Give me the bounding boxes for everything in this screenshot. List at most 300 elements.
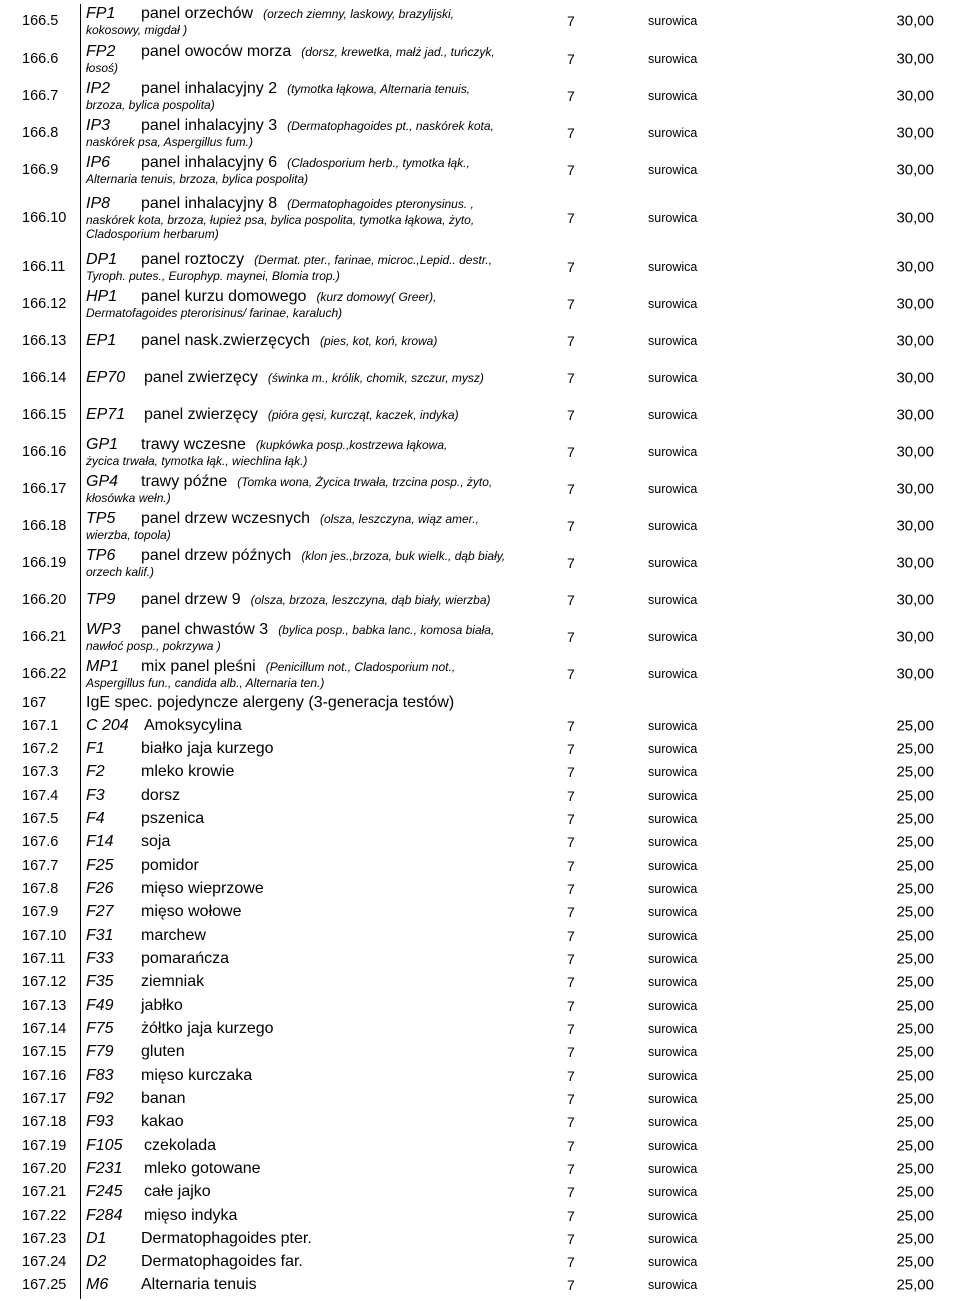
sample-volume: 7 [567,810,575,827]
row-number: 167.16 [22,1067,67,1084]
description-line [86,694,536,712]
sample-volume: 7 [567,763,575,780]
table-row [0,285,960,322]
price: 25,00 [896,927,934,944]
table-row [0,655,960,692]
row-number: 166.13 [22,332,67,349]
row-description [86,694,536,712]
test-note: (Dermatophagoides pt., naskórek kota, [287,118,494,133]
test-name: mięso indyka [144,1206,238,1224]
allergen-code: F26 [86,879,114,897]
allergen-code: F245 [86,1182,123,1200]
row-number: 167.6 [22,833,59,850]
test-name: całe jajko [144,1182,211,1200]
sample-material: surowica [648,788,698,803]
sample-volume: 7 [567,369,575,386]
sample-volume: 7 [567,50,575,67]
sample-volume: 7 [567,950,575,967]
sample-material: surowica [648,811,698,826]
description-line [86,1020,536,1038]
row-description [86,1160,536,1178]
sample-material: surowica [648,951,698,966]
sample-material: surowica [648,259,698,274]
table-row [0,1273,960,1296]
allergen-code: TP5 [86,509,116,527]
sample-volume: 7 [567,295,575,312]
sample-volume: 7 [567,591,575,608]
test-name: Amoksycylina [144,716,242,734]
row-description [86,406,536,424]
row-description [86,763,536,781]
table-row [0,1157,960,1180]
description-line [86,1137,536,1155]
description-line [86,1067,536,1085]
description-continuation: Cladosporium herbarum) [86,227,219,241]
sample-material: surowica [648,666,698,681]
row-number: 167.1 [22,717,59,734]
table-row [0,994,960,1017]
test-name: soja [141,832,171,850]
price: 25,00 [896,1020,934,1037]
table-row [0,970,960,993]
sample-material: surowica [648,407,698,422]
description-line [86,251,536,269]
allergen-code: TP6 [86,546,116,564]
sample-volume: 7 [567,880,575,897]
table-row [0,1134,960,1157]
row-description [86,1253,536,1271]
allergen-code: F2 [86,762,105,780]
sample-material: surowica [648,1254,698,1269]
allergen-code: F14 [86,832,114,850]
row-description [86,997,536,1015]
price: 25,00 [896,1113,934,1130]
sample-volume: 7 [567,717,575,734]
row-number: 166.22 [22,665,67,682]
allergen-code: MP1 [86,657,119,675]
description-line [86,880,536,898]
sample-material: surowica [648,211,698,225]
table-row [0,807,960,830]
sample-material: surowica [648,370,698,385]
sample-volume: 7 [567,1183,575,1200]
sample-material: surowica [648,592,698,607]
test-name: pomarańcza [141,949,230,967]
test-name: mięso kurczaka [141,1066,253,1084]
table-row [0,1227,960,1250]
test-name: panel inhalacyjny 8 [141,195,278,212]
test-name: trawy późne [141,472,228,490]
sample-volume: 7 [567,332,575,349]
test-name: marchew [141,926,206,944]
row-description [86,195,536,241]
test-note: (pióra gęsi, kurcząt, kaczek, indyka) [267,407,459,422]
row-description [86,1183,536,1201]
price: 25,00 [896,1090,934,1107]
sample-volume: 7 [567,406,575,423]
allergen-code: M6 [86,1275,109,1293]
sample-volume: 7 [567,1067,575,1084]
row-number: 167.5 [22,810,59,827]
sample-material: surowica [648,881,698,896]
test-name: panel roztoczy [141,250,245,268]
allergen-code: F31 [86,926,114,944]
row-number: 167.2 [22,740,59,757]
price: 25,00 [896,717,934,734]
description-line [86,1043,536,1061]
description-line [86,973,536,991]
allergen-code: HP1 [86,287,118,305]
test-name: gluten [141,1042,185,1060]
description-line [86,1230,536,1248]
row-description [86,717,536,735]
test-name: Dermatophagoides pter. [141,1229,312,1247]
price: 30,00 [896,295,934,312]
sample-volume: 7 [567,997,575,1014]
allergen-code: EP1 [86,331,117,349]
sample-volume: 7 [567,161,575,178]
table-row [0,1110,960,1133]
description-line [86,288,536,306]
allergen-code: FP2 [86,42,116,60]
price: 25,00 [896,833,934,850]
sample-material: surowica [648,629,698,644]
test-name: kakao [141,1112,184,1130]
test-name: ziemniak [141,972,205,990]
sample-material: surowica [648,162,698,177]
sample-material: surowica [648,88,698,103]
row-number: 166.19 [22,554,67,571]
table-row [0,737,960,760]
description-line [86,927,536,945]
test-name: panel orzechów [141,5,254,22]
description-continuation: łosoś) [86,60,119,75]
test-name: jabłko [141,996,183,1014]
sample-volume: 7 [567,1043,575,1060]
sample-material: surowica [648,1277,698,1292]
row-description [86,857,536,875]
table-row [0,470,960,507]
description-line [86,195,536,213]
row-number: 167.12 [22,973,67,990]
row-description [86,927,536,945]
description-line [86,1160,536,1178]
test-name: panel drzew wczesnych [141,509,310,527]
test-name: czekolada [144,1136,217,1154]
row-number: 167 [22,695,47,711]
table-row [0,1180,960,1203]
row-number: 166.21 [22,628,67,645]
sample-material: surowica [648,14,698,28]
allergen-code: IP2 [86,79,111,97]
sample-material: surowica [648,764,698,779]
row-number: 167.19 [22,1137,67,1154]
sample-volume: 7 [567,443,575,460]
price: 30,00 [896,628,934,645]
price: 25,00 [896,1253,934,1270]
test-note: (olsza, leszczyna, wiąz amer., [319,511,479,526]
sample-material: surowica [648,1208,698,1223]
row-number: 167.8 [22,880,59,897]
description-line [86,833,536,851]
price: 25,00 [896,787,934,804]
table-row [0,854,960,877]
sample-volume: 7 [567,1207,575,1224]
price: 25,00 [896,740,934,757]
price: 25,00 [896,1160,934,1177]
row-description [86,591,536,609]
price: 30,00 [896,369,934,386]
table-row [0,248,960,285]
sample-material: surowica [648,974,698,989]
description-line [86,547,536,565]
test-name: panel owoców morza [141,42,292,60]
description-continuation: brzoza, bylica pospolita) [86,97,215,112]
row-number: 167.20 [22,1160,67,1177]
row-description [86,1090,536,1108]
table-row [0,877,960,900]
sample-material: surowica [648,928,698,943]
sample-volume: 7 [567,480,575,497]
row-number: 167.23 [22,1230,67,1247]
allergen-code: F1 [86,739,105,757]
sample-material: surowica [648,1068,698,1083]
test-note: (Dermatophagoides pteronysinus. , [287,197,474,211]
test-note: (świnka m., królik, chomik, szczur, mysz) [267,370,484,385]
description-line [86,43,536,61]
sample-volume: 7 [567,210,575,226]
row-description [86,950,536,968]
price: 30,00 [896,161,934,178]
table-row [0,618,960,655]
sample-material: surowica [648,1091,698,1106]
table-row [0,947,960,970]
allergen-code: F4 [86,809,105,827]
row-number: 167.10 [22,927,67,944]
price: 30,00 [896,209,934,227]
sample-volume: 7 [567,1137,575,1154]
row-number: 167.4 [22,787,59,804]
row-number: 166.9 [22,161,59,178]
test-name: panel inhalacyjny 6 [141,153,278,171]
description-line [86,1276,536,1294]
row-number: 166.7 [22,87,59,104]
row-number: 167.22 [22,1207,67,1224]
row-number: 166.8 [22,124,59,141]
row-number: 166.20 [22,591,67,608]
price: 30,00 [896,50,934,67]
test-name: panel drzew późnych [141,546,292,564]
price: 30,00 [896,480,934,497]
row-number: 167.17 [22,1090,67,1107]
table-row [0,1064,960,1087]
test-name: panel drzew 9 [141,590,241,608]
table-row [0,1087,960,1110]
allergen-code: D2 [86,1252,107,1270]
price: 25,00 [896,1276,934,1293]
row-description [86,80,536,112]
sample-volume: 7 [567,857,575,874]
row-number: 167.18 [22,1113,67,1130]
sample-material: surowica [648,51,698,66]
table-row [0,1040,960,1063]
description-line [86,473,536,491]
row-description [86,547,536,579]
description-line [86,5,536,23]
allergen-code: F49 [86,996,114,1014]
row-number: 167.13 [22,997,67,1014]
price: 25,00 [896,1043,934,1060]
allergen-code: F25 [86,856,114,874]
row-number: 167.3 [22,763,59,780]
price: 25,00 [896,950,934,967]
sample-volume: 7 [567,740,575,757]
table-row [0,581,960,618]
sample-volume: 7 [567,903,575,920]
description-line [86,1183,536,1201]
sample-material: surowica [648,1231,698,1246]
description-line [86,1253,536,1271]
row-number: 167.21 [22,1183,67,1200]
price: 25,00 [896,903,934,920]
description-continuation: życica trwała, tymotka łąk., wiechlina łąk.) [86,453,308,468]
row-description [86,436,536,468]
price: 30,00 [896,665,934,682]
allergen-code: EP70 [86,368,126,386]
sample-volume: 7 [567,628,575,645]
row-description [86,1276,536,1294]
test-note: (bylica posp., babka lanc., komosa biała, [278,622,495,637]
description-continuation: kłosówka wełn.) [86,490,171,505]
table-row [0,77,960,114]
test-name: banan [141,1089,186,1107]
sample-material: surowica [648,1138,698,1153]
sample-volume: 7 [567,554,575,571]
sample-volume: 7 [567,124,575,141]
description-line [86,717,536,735]
sample-material: surowica [648,481,698,496]
row-description [86,787,536,805]
table-row [0,784,960,807]
row-number: 166.18 [22,517,67,534]
allergen-code: F75 [86,1019,114,1037]
allergen-code: EP71 [86,405,126,423]
row-number: 166.10 [22,210,67,226]
description-continuation: Tyroph. putes., Europhyp. maynei, Blomia trop.) [86,268,340,283]
description-line [86,740,536,758]
description-continuation: wierzba, topola) [86,527,171,542]
row-number: 167.25 [22,1276,67,1293]
row-description [86,740,536,758]
sample-volume: 7 [567,665,575,682]
test-note: (kurz domowy( Greer), [316,289,437,304]
test-name: mleko krowie [141,762,235,780]
sample-material: surowica [648,125,698,140]
description-continuation: kokosowy, migdał ) [86,23,188,37]
sample-volume: 7 [567,1160,575,1177]
description-continuation: Aspergillus fun., candida alb., Alternaria ten.) [86,675,325,690]
table-row [0,507,960,544]
allergen-code: WP3 [86,620,121,638]
table-row [0,433,960,470]
table-row [0,924,960,947]
price: 30,00 [896,591,934,608]
test-note: (olsza, brzoza, leszczyna, dąb biały, wierzba) [250,592,491,607]
sample-material: surowica [648,1184,698,1199]
column-divider [80,4,81,1299]
test-name: panel inhalacyjny 3 [141,116,278,134]
row-description [86,154,536,186]
test-name: panel zwierzęcy [144,368,258,386]
table-row [0,359,960,396]
table-row [0,151,960,188]
sample-material: surowica [648,1044,698,1059]
price: 30,00 [896,443,934,460]
price: 25,00 [896,1137,934,1154]
row-number: 167.24 [22,1253,67,1270]
allergen-code: F27 [86,902,114,920]
price: 25,00 [896,1207,934,1224]
description-line [86,1090,536,1108]
test-note: (pies, kot, koń, krowa) [319,333,438,348]
description-line [86,369,536,387]
allergen-code: F231 [86,1159,123,1177]
row-description [86,658,536,690]
sample-volume: 7 [567,1090,575,1107]
sample-material: surowica [648,1114,698,1129]
sample-volume: 7 [567,517,575,534]
table-row [0,900,960,923]
row-description [86,288,536,320]
sample-volume: 7 [567,833,575,850]
price: 25,00 [896,997,934,1014]
price: 25,00 [896,857,934,874]
price: 25,00 [896,1183,934,1200]
description-line [86,787,536,805]
test-name: panel zwierzęcy [144,405,258,423]
row-description [86,1067,536,1085]
test-name: pszenica [141,809,205,827]
price: 30,00 [896,517,934,534]
test-name: Alternaria tenuis [141,1275,257,1293]
sample-material: surowica [648,858,698,873]
sample-material: surowica [648,1021,698,1036]
description-continuation: Dermatofagoides pterorisinus/ farinae, karaluch) [86,305,343,320]
test-name: panel chwastów 3 [141,620,269,638]
description-line [86,658,536,676]
allergen-code: C 204 [86,716,129,734]
row-description [86,880,536,898]
table-row [0,188,960,248]
row-description [86,1043,536,1061]
row-number: 166.6 [22,50,59,67]
row-number: 166.14 [22,369,67,386]
allergen-code: DP1 [86,250,118,268]
sample-volume: 7 [567,13,575,29]
row-description [86,332,536,350]
row-number: 167.9 [22,903,59,920]
price: 25,00 [896,1067,934,1084]
allergen-code: IP3 [86,116,111,134]
row-description [86,973,536,991]
table-row [0,1204,960,1227]
description-line [86,154,536,172]
test-name: panel inhalacyjny 2 [141,79,278,97]
sample-volume: 7 [567,1020,575,1037]
test-name: białko jaja kurzego [141,739,274,757]
allergen-code: F35 [86,972,114,990]
table-row [0,830,960,853]
